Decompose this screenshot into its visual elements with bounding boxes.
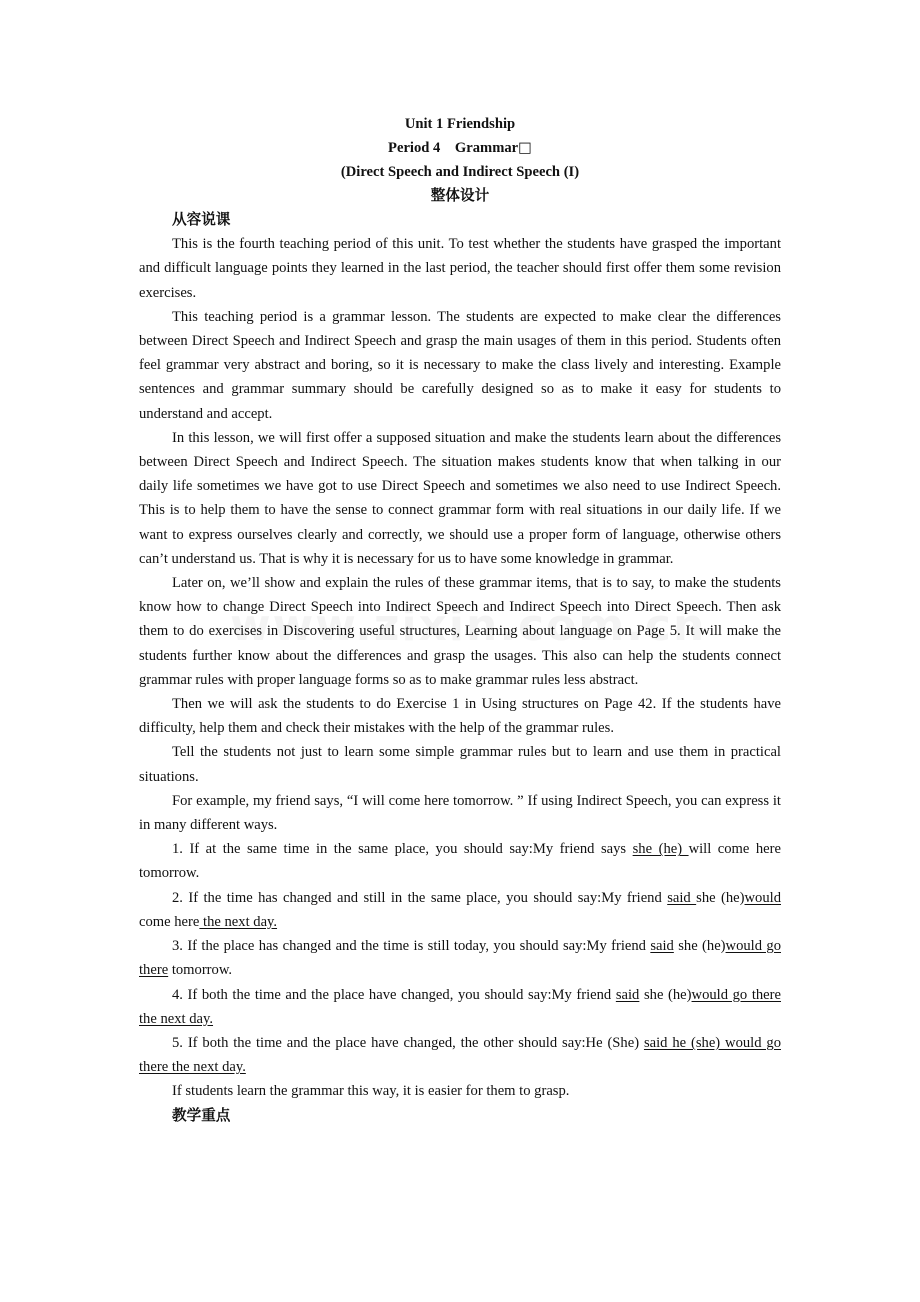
example-5 — [139, 1031, 781, 1079]
placeholder-box-icon: □ — [518, 139, 532, 156]
example-text: she (he) — [673, 938, 726, 955]
period-title — [139, 136, 781, 160]
example-text: tomorrow. — [168, 962, 233, 979]
intro-heading: 从容说课 — [172, 212, 231, 228]
design-heading: 整体设计 — [430, 188, 490, 204]
example-text: 1. If at the same time in the same place, you should say:My friend says — [172, 841, 633, 858]
example-text: 2. If the time has changed and still in the same place, you should say:My friend — [172, 889, 668, 906]
example-text: will come here tomorrow. — [139, 841, 781, 882]
paragraph-3: In this lesson, we will first offer a supposed situation and make the students learn about the differences between Direct Speech and Indirect Speech. The situation makes students know that when talking in our daily life sometimes we have got to use Direct Speech and sometimes we also need to use Indirect Speech. This is to help them to have the sense to connect grammar form with real situations in our daily life. If we want to express ourselves clearly and correctly, we should use a proper form of language, otherwise others can’t understand us. That is why it is necessary for us to have some knowledge in grammar. — [139, 429, 781, 567]
example-3 — [139, 934, 781, 982]
focus-heading: 教学重点 — [172, 1107, 231, 1124]
underlined-phrase: said — [650, 938, 674, 955]
example-text: she (he) — [696, 889, 745, 906]
example-text: 5. If both the time and the place have changed, the other should say:He (She) — [172, 1034, 644, 1051]
paragraph-7: For example, my friend says, “I will come here tomorrow. ” If using Indirect Speech, you can express it in many different ways. — [139, 792, 781, 834]
underlined-phrase: would go there the next day. — [139, 986, 781, 1027]
example-text: 4. If both the time and the place have changed, you should say:My friend — [172, 986, 616, 1003]
example-2 — [139, 886, 781, 934]
paragraph-6: Tell the students not just to learn some simple grammar rules but to learn and use them in practical situations. — [139, 744, 781, 785]
document-page — [139, 112, 781, 1128]
underlined-phrase: said — [615, 986, 640, 1003]
example-4 — [139, 983, 781, 1031]
lesson-subtitle: (Direct Speech and Indirect Speech (I) — [340, 164, 580, 180]
example-text: come here — [139, 913, 200, 930]
example-text: she (he) — [639, 986, 692, 1003]
example-1 — [139, 837, 781, 885]
paragraph-2: This teaching period is a grammar lesson. The students are expected to make clear the differences between Direct Speech and Indirect Speech and grasp the main usages of them in this period. Students often feel grammar very abstract and boring, so it is necessary to make the class lively and interesting. Example sentences and grammar summary should be carefully designed so as to make it easy for students to understand and accept. — [139, 308, 781, 422]
closing-paragraph: If students learn the grammar this way, it is easier for them to grasp. — [172, 1083, 570, 1100]
underlined-phrase: said he (she) would go there the next day. — [139, 1034, 781, 1076]
underlined-phrase: would go there — [139, 938, 781, 979]
underlined-phrase: said — [667, 889, 697, 906]
underlined-phrase: would — [744, 889, 781, 906]
paragraph-1: This is the fourth teaching period of this unit. To test whether the students have grasped the important and difficult language points they learned in the last period, the teacher should first offer them some revision exercises. — [139, 236, 781, 301]
paragraph-5: Then we will ask the students to do Exercise 1 in Using structures on Page 42. If the students have difficulty, help them and check their mistakes with the help of the grammar rules. — [139, 696, 781, 737]
paragraph-4: Later on, we’ll show and explain the rules of these grammar items, that is to say, to make the students know how to change Direct Speech into Indirect Speech and Indirect Speech into Direct Speech. Then ask them to do exercises in Discovering useful structures, Learning about language on Page 5. It will make the students further know about the differences and grasp the usages. This also can help the students connect grammar rules with proper language forms so as to make grammar rules less abstract. — [139, 575, 781, 688]
example-text: 3. If the place has changed and the time is still today, you should say:My friend — [172, 938, 651, 955]
underlined-phrase: she (he) — [632, 841, 689, 858]
period-text: Period 4 Grammar — [388, 140, 519, 156]
unit-title: Unit 1 Friendship — [404, 116, 516, 132]
underlined-phrase: the next day. — [199, 913, 278, 930]
